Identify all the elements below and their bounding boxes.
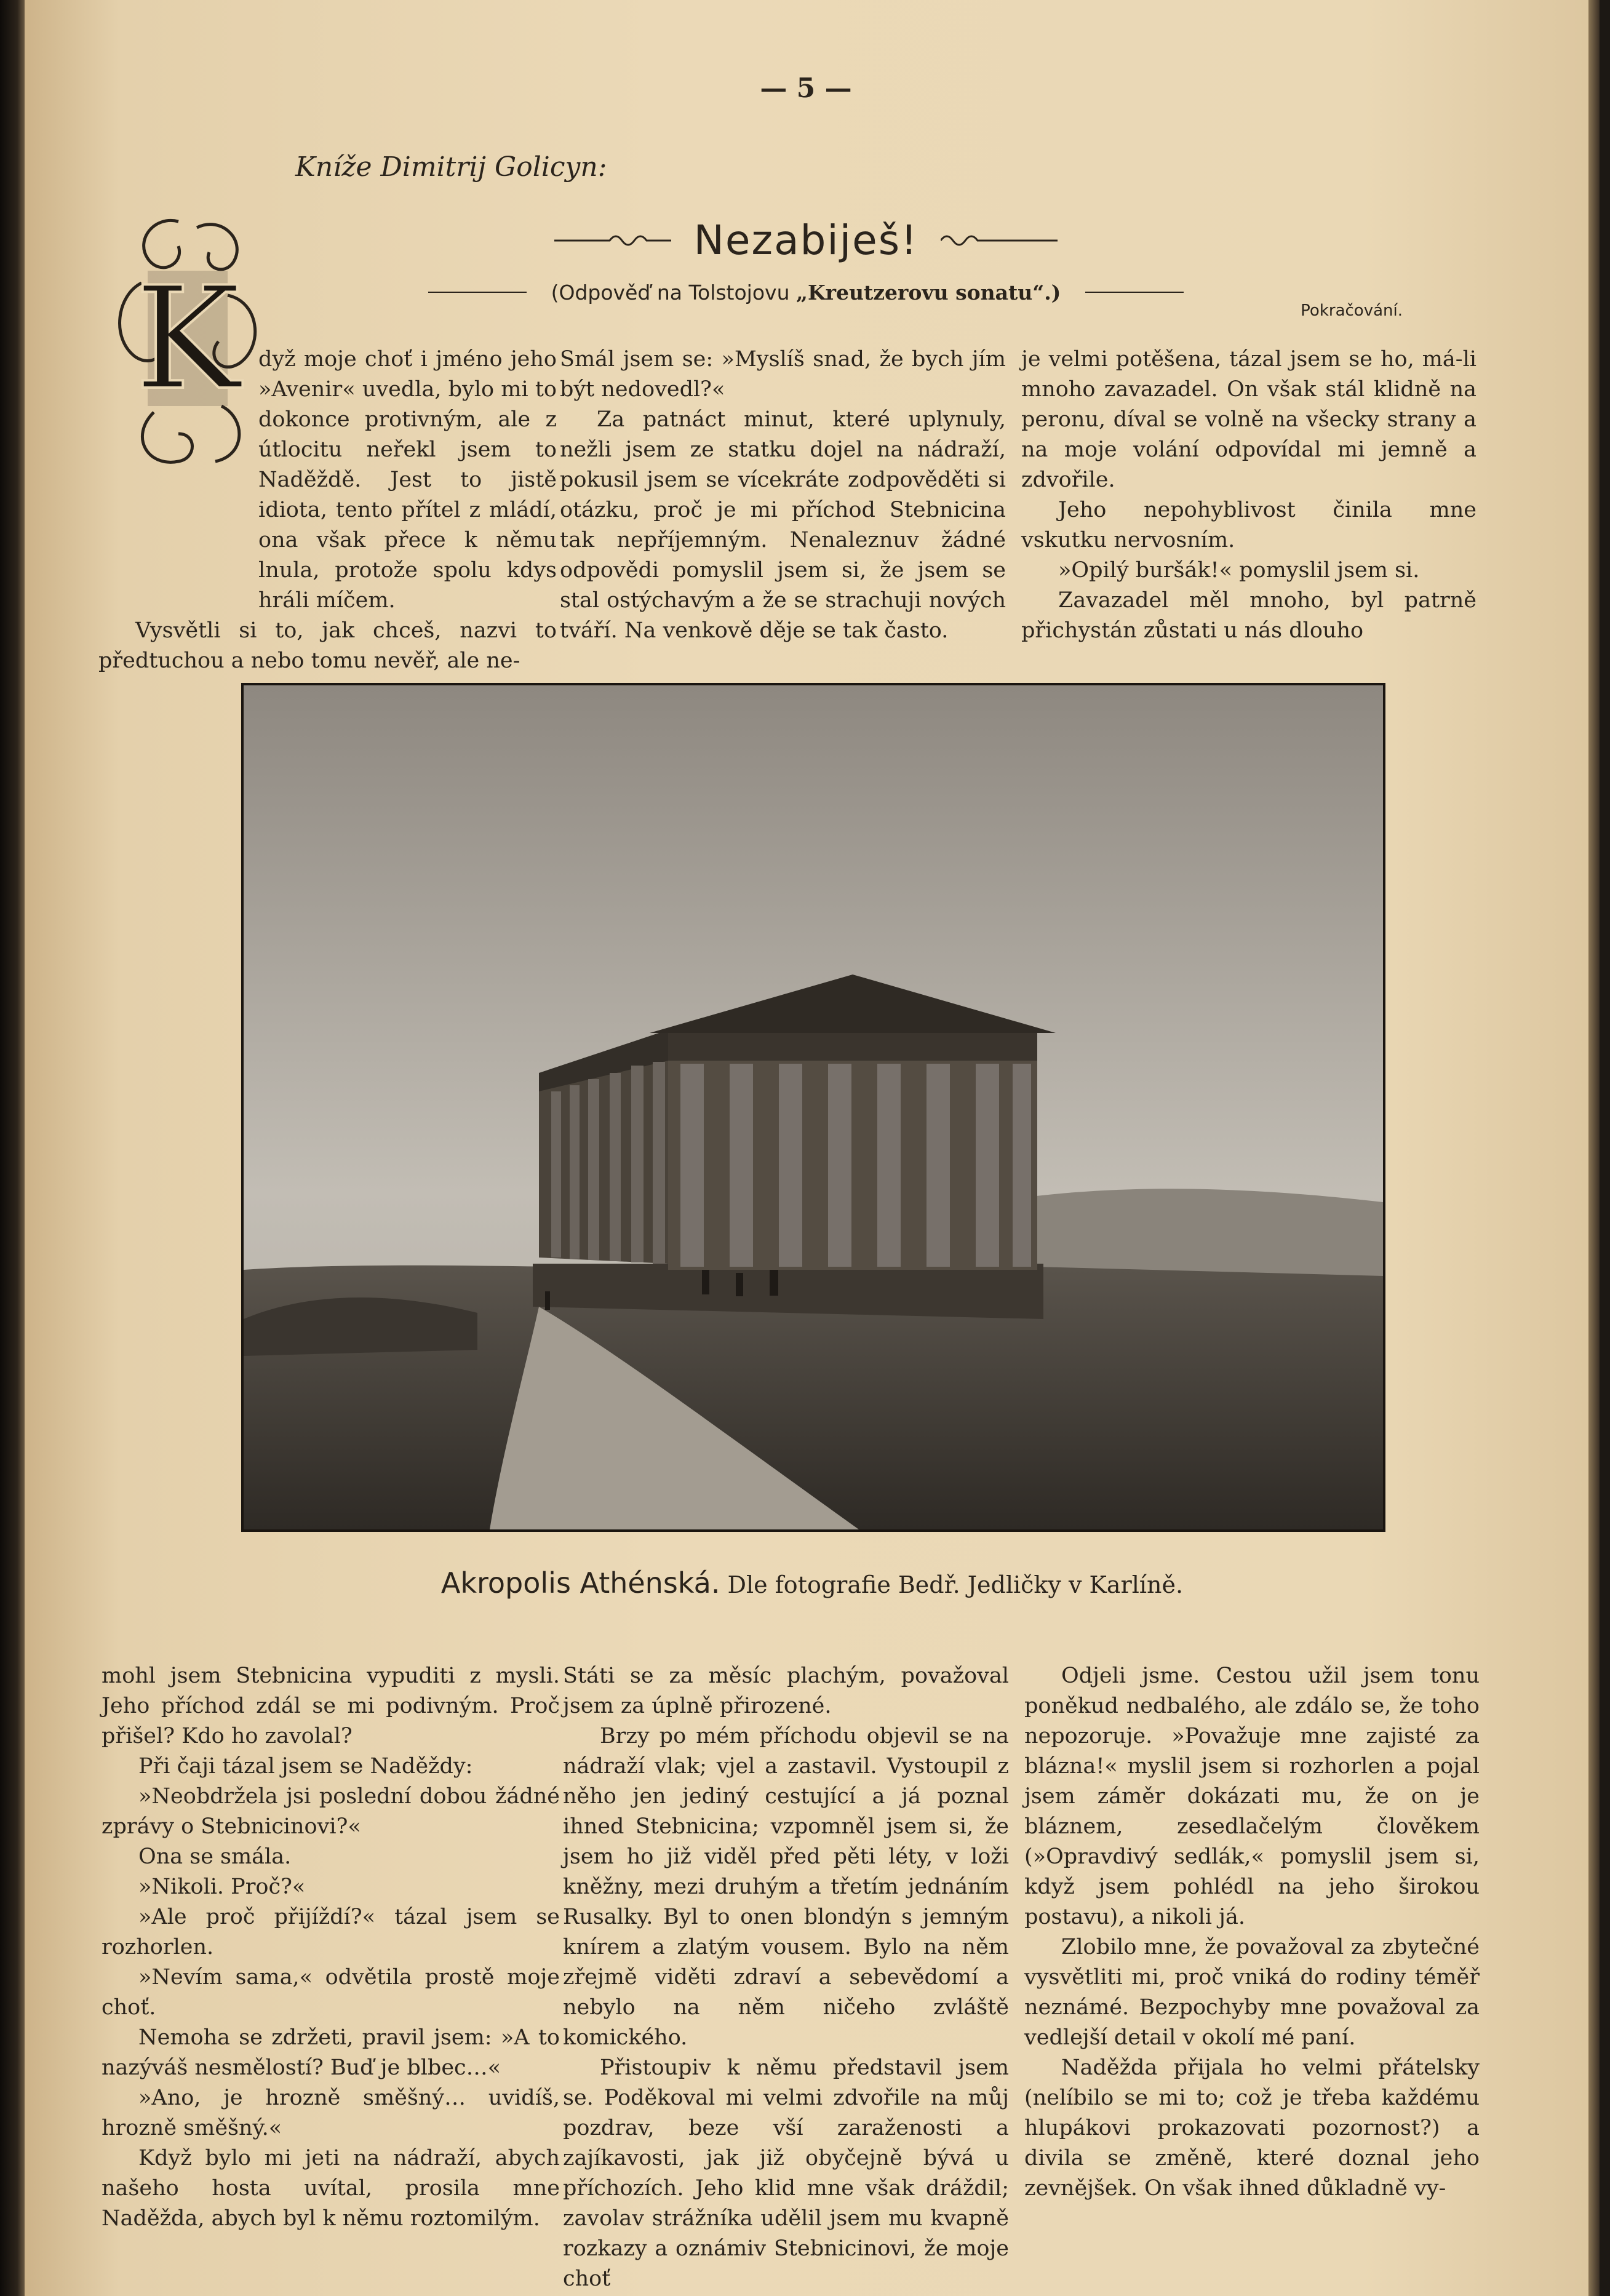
paragraph: »Nevím sama,« odvětila prostě moje choť.	[102, 1965, 560, 2020]
right-ornament-icon	[941, 231, 1058, 249]
temple-photo	[241, 683, 1385, 1532]
paragraph: Přistoupiv k němu představil jsem se. Poděkoval mi velmi zdvořile na můj pozdrav, beze vší zaraženosti a zajíkavosti, jak již obyčejně bývá u příchozích. Jeho klid mne však dráždil; zavolav strážníka udělil jsem mu kvapně rozkazy a oznámiv Stebnicinovi, že moje choť	[563, 2055, 1009, 2291]
bottom-column-2	[563, 1661, 1009, 2294]
photo-caption	[240, 1566, 1384, 1600]
subtitle-rule-left	[428, 292, 527, 293]
page-number: — 5 —	[760, 73, 852, 104]
paragraph: Ona se smála.	[138, 1844, 292, 1869]
left-ornament-icon	[554, 231, 671, 249]
paragraph: Když bylo mi jeti na nádraží, abych našeho hosta uvítal, prosila mne Naděžda, abych byl k němu roztomilým.	[102, 2146, 560, 2231]
paragraph: Smál jsem se: »Myslíš snad, že bych jím být nedovedl?«	[560, 347, 1006, 402]
paragraph: Jeho nepohyblivost činila mne vskutku nervosním.	[1021, 498, 1476, 552]
author-line: Kníže Dimitrij Golicyn:	[295, 151, 607, 183]
top-column-2	[560, 345, 1006, 646]
paragraph: mohl jsem Stebnicina vypuditi z mysli. Jeho příchod zdál se mi podivným. Proč přišel? Kdo ho zavolal?	[102, 1664, 560, 1748]
paragraph: Nemoha se zdržeti, pravil jsem: »A to nazýváš nesmělostí? Buď je blbec…«	[102, 2025, 560, 2080]
temple-photo-image	[244, 685, 1383, 1529]
paragraph: Odjeli jsme. Cestou užil jsem tonu poněkud nedbalého, ale zdálo se, že toho nepozoruje. »Považuje mne zajisté za blázna!« myslil jsem si rozhorlen a pojal jsem záměr dokázati mu, že on je bláznem, zesedlačelým člověkem (»Opravdivý sedlák,« pomyslil jsem si, když jsem pohlédl na jeho širokou postavu), a nikoli já.	[1024, 1664, 1480, 1929]
paragraph: Státi se za měsíc plachým, považoval jsem za úplně přirozené.	[563, 1664, 1009, 1718]
caption-title: Akropolis Athénská.	[440, 1566, 720, 1600]
title-row	[548, 215, 1064, 265]
paragraph: »Opilý buršák!« pomyslil jsem si.	[1058, 558, 1420, 583]
initial-letter: K	[135, 257, 241, 421]
subtitle	[551, 281, 1061, 305]
paragraph: »Neobdržela jsi poslední dobou žádné zprávy o Stebnicinovi?«	[102, 1784, 560, 1839]
paragraph: Naděžda přijala ho velmi přátelsky (nelíbilo se mi to; což je třeba každému hlupákovi prokazovati pozornost?) a divila se změně, které doznal jeho zevnějšek. On však ihned důkladně vy-	[1024, 2055, 1480, 2201]
bottom-column-3	[1024, 1661, 1480, 2204]
subtitle-rule-right	[1085, 292, 1184, 293]
paragraph: Při čaji tázal jsem se Naděždy:	[138, 1754, 473, 1779]
caption-credit: Dle fotografie Bedř. Jedličky v Karlíně.	[727, 1571, 1184, 1598]
top-column-1	[98, 345, 557, 676]
top-column-3	[1021, 345, 1476, 646]
paragraph: je velmi potěšena, tázal jsem se ho, má-li mnoho zavazadel. On však stál klidně na peronu, díval se volně na všecky strany a na moje volání odpovídal mi jemně a zdvořile.	[1021, 347, 1476, 492]
paragraph: Za patnáct minut, které uplynuly, nežli jsem ze statku dojel na nádraží, pokusil jsem se vícekráte zodpověděti si otázku, proč je mi příchod Stebnicina tak nepříjemným. Nenaleznuv žádné odpovědi pomyslil jsem si, že jsem se stal ostýchavým a že se strachuji nových tváří. Na venkově děje se tak často.	[560, 407, 1006, 643]
subtitle-text: (Odpověď na Tolstojovu	[551, 280, 790, 305]
paragraph: dyž moje choť i jméno jeho »Avenir« uvedla, bylo mi to dokonce protivným, ale z útlocitu neřekl jsem to Naděždě. Jest to jistě idiota, tento přítel z mládí, ona však přece k němu lnula, protože spolu kdys hráli míčem.	[258, 347, 557, 613]
paragraph: »Nikoli. Proč?«	[138, 1875, 306, 1899]
paragraph: »Ano, je hrozně směšný… uvidíš, hrozně směšný.«	[102, 2086, 560, 2140]
paragraph: »Ale proč přijíždí?« tázal jsem se rozhorlen.	[102, 1905, 560, 1959]
paragraph: Brzy po mém příchodu objevil se na nádraží vlak; vjel a zastavil. Vystoupil z něho jen jediný cestující a já poznal ihned Stebnicina; vzpomněl jsem si, že jsem ho již viděl před pěti léty, v loži kněžny, mezi druhým a třetím jednáním Rusalky. Byl to onen blondýn s jemným knírem a zlatým vousem. Bylo na něm zřejmě viděti zdraví a sebevědomí a nebylo na něm ničeho zvláště komického.	[563, 1724, 1009, 2050]
paragraph: Zavazadel měl mnoho, byl patrně přichystán zůstati u nás dlouho	[1021, 588, 1476, 643]
bottom-column-1	[102, 1661, 560, 2234]
continued-note: Pokračování.	[1301, 301, 1403, 320]
paragraph: Vysvětli si to, jak chceš, nazvi to předtuchou a nebo tomu nevěř, ale ne-	[98, 618, 557, 673]
magazine-page	[25, 0, 1600, 2296]
subtitle-row	[418, 277, 1194, 308]
paragraph: Zlobilo mne, že považoval za zbytečné vysvětliti mi, proč vniká do rodiny téměř neznámé. Bezpochyby mne považoval za vedlejší detail v okolí mé paní.	[1024, 1935, 1480, 2050]
article-title: Nezabiješ!	[693, 216, 919, 264]
subtitle-work: „Kreutzerovu sonatu“.)	[796, 280, 1061, 305]
book-spine	[0, 0, 25, 2296]
page-edge	[1588, 0, 1600, 2296]
